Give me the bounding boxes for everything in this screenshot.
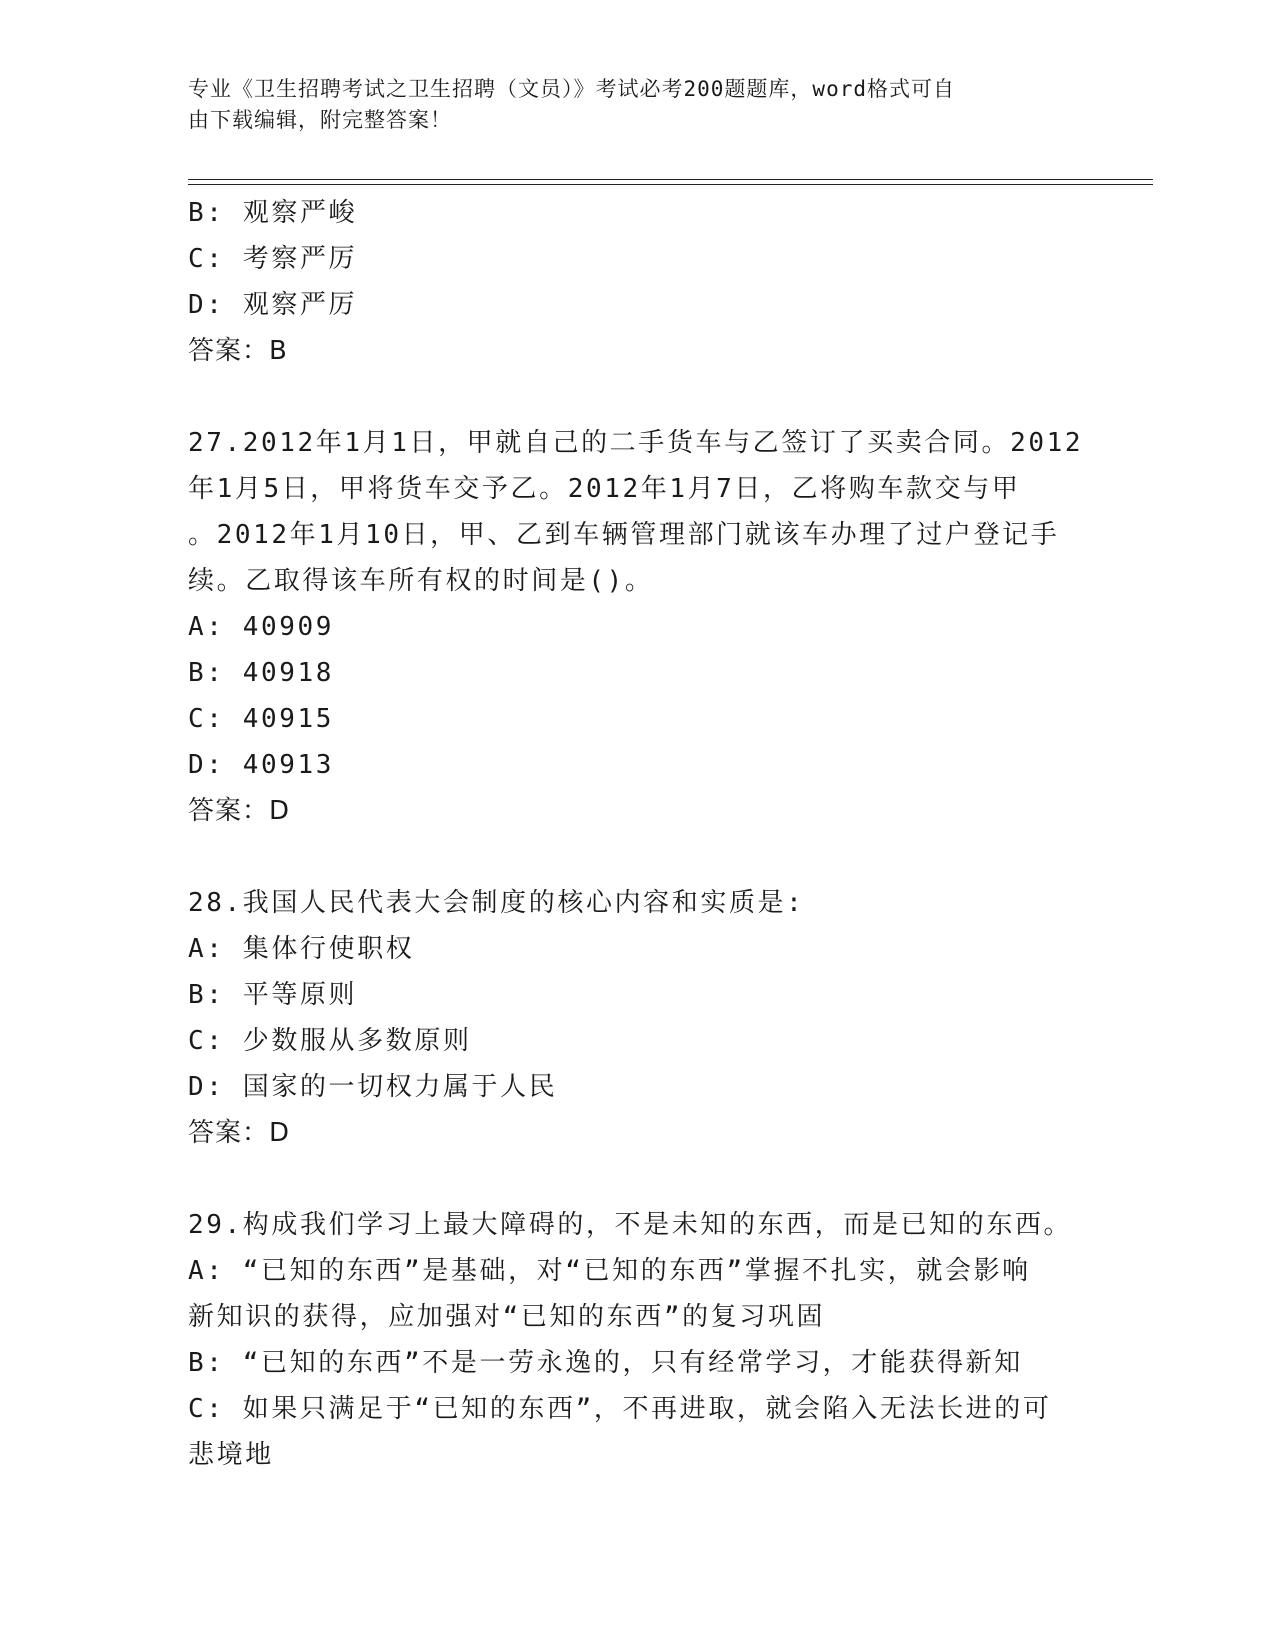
option-a: A: 集体行使职权 [188, 934, 415, 964]
header-divider-bottom [188, 184, 1153, 185]
option-a-line: A: “已知的东西”是基础，对“已知的东西”掌握不扎实，就会影响 [188, 1256, 1031, 1286]
option-c: C: 少数服从多数原则 [188, 1026, 472, 1056]
option-b: B: 观察严峻 [188, 198, 358, 228]
spacer [188, 834, 1088, 880]
question-stem-line: 28.我国人民代表大会制度的核心内容和实质是: [188, 888, 805, 918]
option-c-continuation: 悲境地 [188, 1440, 274, 1470]
question-29 [188, 1202, 1088, 1478]
question-stem-line: 29.构成我们学习上最大障碍的，不是未知的东西，而是已知的东西。 [188, 1210, 1073, 1240]
spacer [188, 374, 1088, 420]
answer-label: 答案：D [188, 1118, 291, 1148]
option-a-continuation: 新知识的获得，应加强对“已知的东西”的复习巩固 [188, 1302, 826, 1332]
question-list [188, 190, 1088, 1478]
question-stem-line: 年1月5日，甲将货车交予乙。2012年1月7日，乙将购车款交与甲 [188, 474, 1021, 504]
header-line-1: 专业《卫生招聘考试之卫生招聘（文员）》考试必考200题题库，word格式可自 [188, 77, 955, 101]
option-b: B: 平等原则 [188, 980, 358, 1010]
option-a: A: 40909 [188, 612, 335, 642]
question-28 [188, 880, 1088, 1156]
header-divider-top [188, 179, 1153, 180]
answer-label: 答案：D [188, 796, 291, 826]
option-d: D: 40913 [188, 750, 335, 780]
option-d: D: 国家的一切权力属于人民 [188, 1072, 558, 1102]
option-c: C: 考察严厉 [188, 244, 358, 274]
option-b: B: 40918 [188, 658, 335, 688]
spacer [188, 1156, 1088, 1202]
question-stem-line: 续。乙取得该车所有权的时间是()。 [188, 566, 654, 596]
question-stem-line: 。2012年1月10日，甲、乙到车辆管理部门就该车办理了过户登记手 [188, 520, 1060, 550]
answer-label: 答案：B [188, 336, 288, 366]
option-b-line: B: “已知的东西”不是一劳永逸的，只有经常学习，才能获得新知 [188, 1348, 1023, 1378]
option-c: C: 40915 [188, 704, 335, 734]
page-header [188, 74, 1088, 136]
header-line-2: 由下载编辑，附完整答案！ [188, 108, 452, 132]
question-27 [188, 420, 1088, 834]
option-c-line: C: 如果只满足于“已知的东西”，不再进取，就会陷入无法长进的可 [188, 1394, 1052, 1424]
question-26 [188, 190, 1088, 374]
option-d: D: 观察严厉 [188, 290, 358, 320]
question-stem-line: 27.2012年1月1日，甲就自己的二手货车与乙签订了买卖合同。2012 [188, 428, 1084, 458]
